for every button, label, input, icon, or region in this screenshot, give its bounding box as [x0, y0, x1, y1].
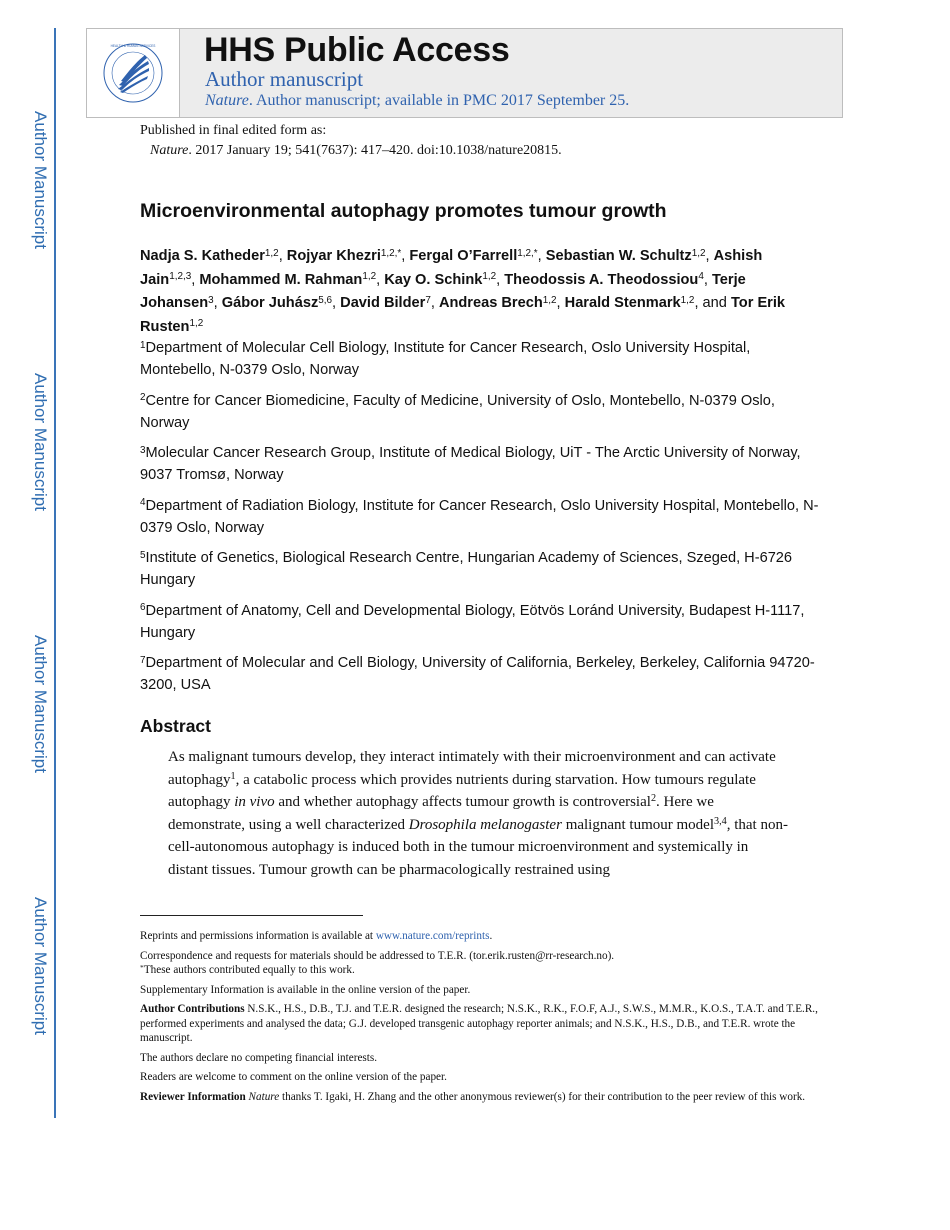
- affiliations: [140, 337, 820, 705]
- availability-line: Nature. Author manuscript; available in PMC 2017 September 25.: [205, 92, 630, 109]
- side-label-1: Author Manuscript: [31, 111, 50, 249]
- affiliation-item: $^3$Molecular Cancer Research Group, Institute of Medical Biology, UiT - The Arctic University of Norway, 9037 Tromsø, Norway: [140, 444, 801, 483]
- hhs-eagle-icon: [101, 41, 165, 105]
- abstract-heading: Abstract: [140, 716, 211, 736]
- affiliation-item: $^7$Department of Molecular and Cell Biology, University of California, Berkeley, Berkeley, California 94720-3200, USA: [140, 654, 815, 693]
- side-label-2: Author Manuscript: [31, 373, 50, 511]
- equal-contribution-note: *These authors contributed equally to this work.: [140, 962, 355, 976]
- hhs-header: [86, 28, 843, 118]
- manuscript-type: Author manuscript: [205, 67, 364, 91]
- reprints-note: Reprints and permissions information is available at www.nature.com/reprints.: [140, 930, 493, 942]
- affiliation-item: $^5$Institute of Genetics, Biological Research Centre, Hungarian Academy of Sciences, Szeged, H-6726 Hungary: [140, 549, 793, 588]
- svg-text:HEALTH & HUMAN SERVICES: HEALTH & HUMAN SERVICES: [110, 44, 156, 48]
- supplementary-note: Supplementary Information is available in the online version of the paper.: [140, 983, 471, 996]
- author-list: Nadja S. Katheder$^{1,2}$, Rojyar Khezri$^{1,2,*}$, Fergal O’Farrell$^{1,2,*}$, Sebastian W. Schultz$^{1,2}$, Ashish Jain$^{1,2,3}$, Mohammed M. Rahman$^{1,2}$, Kay O. Schink$^{1,2}$, Theodossis A. Theodossiou$^4$, Terje Johansen$^3$, Gábor Juhász$^{5,6}$, David Bilder$^7$, Andreas Brech$^{1,2}$, Harald Stenmark$^{1,2}$, and Tor Erik Rusten$^{1,2}$: [140, 247, 786, 335]
- article-title: Microenvironmental autophagy promotes tumour growth: [140, 200, 667, 222]
- side-label-3: Author Manuscript: [31, 635, 50, 773]
- affiliation-item: $^4$Department of Radiation Biology, Institute for Cancer Research, Oslo University Hospital, Montebello, N-0379 Oslo, Norway: [140, 497, 819, 536]
- reviewer-information: Reviewer Information Nature thanks T. Igaki, H. Zhang and the other anonymous reviewer(s) for their contribution to the peer review of this work.: [140, 1090, 806, 1103]
- competing-interests: The authors declare no competing financial interests.: [140, 1051, 378, 1064]
- affiliation-item: $^1$Department of Molecular Cell Biology, Institute for Cancer Research, Oslo University Hospital, Montebello, N-0379 Oslo, Norway: [140, 339, 751, 378]
- footnote-rule: [140, 915, 363, 916]
- affiliation-item: $^6$Department of Anatomy, Cell and Developmental Biology, Eötvös Loránd University, Budapest H-1117, Hungary: [140, 602, 805, 641]
- author-contributions: Author Contributions N.S.K., H.S., D.B., T.J. and T.E.R. designed the research; N.S.K., R.K., F.O.F, A.J., S.W.S., M.M.R., K.O.S., T.A.T. and T.E.R., performed experiments and analysed the data; G.J. developed transgenic autophagy reporter animals; and N.S.K., H.S., D.B., and T.E.R. wrote the manuscript.: [140, 1003, 818, 1044]
- abstract-text: As malignant tumours develop, they interact intimately with their microenvironment and can activate autophagy$^1$, a catabolic process which provides nutrients during starvation. How tumours regulate autophagy in vivo and whether autophagy affects tumour growth is controversial$^2$. Here we demonstrate, using a well characterized Drosophila melanogaster malignant tumour model$^{3,4}$, that non-cell-autonomous autophagy is induced both in the tumour microenvironment and systemically in distant tissues. Tumour growth can be pharmacologically restrained using: [168, 749, 788, 878]
- side-label-4: Author Manuscript: [31, 897, 50, 1035]
- published-in: Published in final edited form as: Nature. 2017 January 19; 541(7637): 417–420. doi:10.1038/nature20815.: [140, 123, 562, 158]
- correspondence-note: Correspondence and requests for materials should be addressed to T.E.R. (tor.erik.rusten@rr-research.no).: [140, 949, 615, 962]
- affiliation-item: $^2$Centre for Cancer Biomedicine, Faculty of Medicine, University of Oslo, Montebello, N-0379 Oslo, Norway: [140, 392, 775, 431]
- reprints-link[interactable]: www.nature.com/reprints: [375, 930, 490, 942]
- hhs-logo: [87, 29, 180, 117]
- footnotes: [140, 929, 820, 1109]
- comment-note: Readers are welcome to comment on the online version of the paper.: [140, 1071, 447, 1083]
- hhs-title: HHS Public Access: [204, 31, 510, 69]
